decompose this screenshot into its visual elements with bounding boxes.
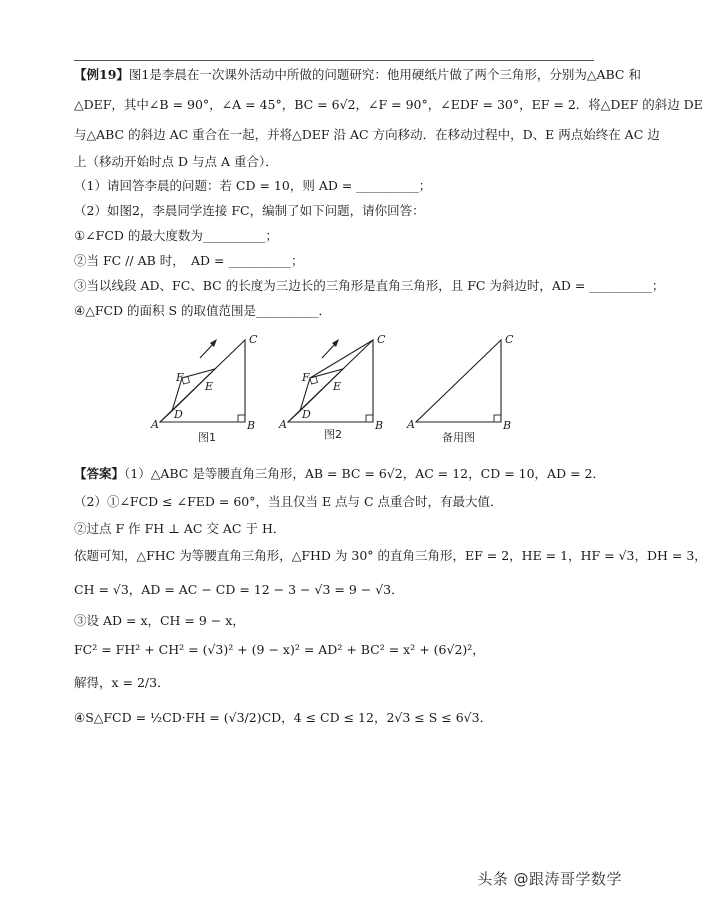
label-f: F [302,371,310,384]
label-c: C [505,333,514,346]
problem-line-4: 上（移动开始时点 D 与点 A 重合）． [74,154,278,169]
question-1: （1）请回答李晨的问题：若 CD = 10，则 AD = __________； [74,178,432,193]
segment-fc [310,340,373,378]
figure-3-svg [406,330,526,445]
segment-ad [160,411,172,422]
problem-line-3: 与△ABC 的斜边 AC 重合在一起，并将△DEF 沿 AC 方向移动．在移动过程中，D、E 两点始终在 AC 边 [74,127,660,142]
figure-1-svg [150,330,270,445]
segment-ad [288,411,300,422]
label-a: A [151,418,159,431]
label-e: E [333,380,342,393]
answer-line-3: ②过点 F 作 FH ⊥ AC 交 AC 于 H． [74,521,286,536]
right-angle-b [494,415,501,422]
watermark: 头条 @跟涛哥学数学 [477,870,622,888]
right-angle-b [366,415,373,422]
top-rule [74,60,594,61]
label-b: B [503,419,512,432]
answer-line-4: 依题可知，△FHC 为等腰直角三角形，△FHD 为 30° 的直角三角形，EF = 2，HE = 1，HF = √3，DH = 3， [74,548,707,563]
answer-line-2: （2）①∠FCD ≤ ∠FED = 60°，当且仅当 E 点与 C 点重合时，有最大值． [74,494,503,509]
question-2-1: ①∠FCD 的最大度数为__________； [74,228,278,243]
answer-text-1: （1）△ABC 是等腰直角三角形，AB = BC = 6√2，AC = 12，CD = 10，AD = 2． [124,466,605,481]
figure-3-caption: 备用图 [442,431,475,444]
label-f: F [176,371,184,384]
question-2-4: ④△FCD 的面积 S 的取值范围是__________． [74,303,332,318]
label-d: D [302,408,311,421]
right-angle-f [310,377,318,385]
answer-line-8: 解得，x = 2/3． [74,675,170,690]
problem-line-2: △DEF，其中∠B = 90°，∠A = 45°，BC = 6√2，∠F = 90°，∠EDF = 30°，EF = 2．将△DEF 的斜边 DE [74,97,703,112]
problem-line-1 [74,67,641,83]
triangle-abc [416,340,501,422]
label-a: A [407,418,415,431]
figure-1-caption: 图1 [198,431,216,444]
label-b: B [247,419,256,432]
label-a: A [279,418,287,431]
figure-2 [278,330,398,449]
answer-line-9: ④S△FCD = ½CD·FH = (√3/2)CD，4 ≤ CD ≤ 12，2√3 ≤ S ≤ 6√3． [74,710,493,725]
answer-label: 【答案】 [74,466,125,481]
figure-2-caption: 图2 [324,428,342,441]
label-c: C [249,333,258,346]
question-2-3: ③当以线段 AD、FC、BC 的长度为三边长的三角形是直角三角形，且 FC 为斜边时，AD = __________； [74,278,665,293]
question-2-2: ②当 FC // AB 时， AD = __________； [74,253,304,268]
answer-line-7: FC² = FH² + CH² = (√3)² + (9 − x)² = AD² + BC² = x² + (6√2)²， [74,642,485,657]
right-angle-b [238,415,245,422]
figure-2-svg [278,330,398,445]
question-2: （2）如图2，李晨同学连接 FC，编制了如下问题，请你回答： [74,203,425,218]
label-c: C [377,333,386,346]
figure-1 [150,330,270,449]
answer-line-5: CH = √3，AD = AC − CD = 12 − 3 − √3 = 9 − √3． [74,582,404,597]
figure-3 [406,330,526,449]
problem-text-1: 图1是李晨在一次课外活动中所做的问题研究：他用硬纸片做了两个三角形，分别为△ABC 和 [128,67,641,82]
label-d: D [174,408,183,421]
label-e: E [205,380,214,393]
label-b: B [375,419,384,432]
problem-label: 【例19】 [74,67,129,82]
answer-line-6: ③设 AD = x，CH = 9 − x， [74,613,245,628]
answer-line-1 [74,466,604,482]
